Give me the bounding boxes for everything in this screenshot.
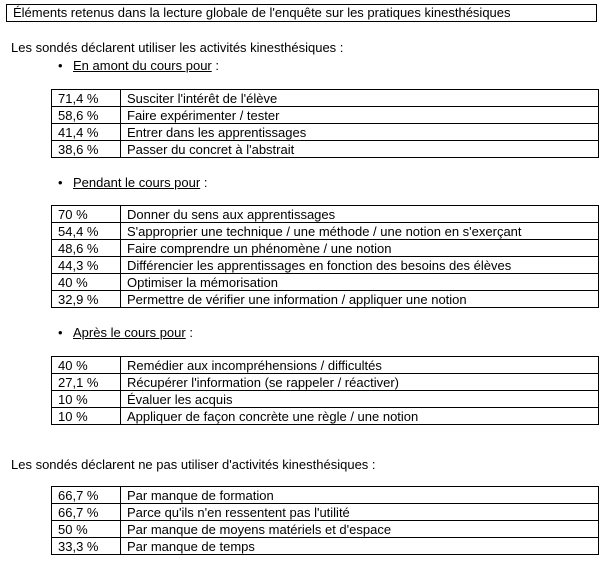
nonuse-intro: Les sondés déclarent ne pas utiliser d'activités kinesthésiques : (11, 457, 376, 472)
table-row: 50 % Par manque de moyens matériels et d'espace (52, 521, 599, 538)
table-row: 58,6 % Faire expérimenter / tester (52, 107, 599, 124)
use-intro: Les sondés déclarent utiliser les activités kinesthésiques : (11, 40, 344, 55)
table-row: 10 % Évaluer les acquis (52, 391, 599, 408)
table-row: 40 % Optimiser la mémorisation (52, 274, 599, 291)
section-heading-during: • Pendant le cours pour : (58, 175, 208, 190)
section-heading-before: • En amont du cours pour : (58, 58, 219, 73)
table-row: 66,7 % Par manque de formation (52, 487, 599, 504)
table-before-course (51, 89, 599, 158)
section-heading-after: • Après le cours pour : (58, 325, 193, 340)
table-row: 44,3 % Différencier les apprentissages en fonction des besoins des élèves (52, 257, 599, 274)
table-row: 33,3 % Par manque de temps (52, 538, 599, 555)
table-nonuse-reasons (51, 486, 599, 555)
table-after-course (51, 356, 599, 425)
bullet-icon: • (58, 58, 63, 73)
table-row: 27,1 % Récupérer l'information (se rappeler / réactiver) (52, 374, 599, 391)
table-during-course (51, 205, 599, 308)
table-row: 70 % Donner du sens aux apprentissages (52, 206, 599, 223)
document-title: Éléments retenus dans la lecture globale de l'enquête sur les pratiques kinesthésiques (6, 4, 597, 22)
table-row: 71,4 % Susciter l'intérêt de l'élève (52, 90, 599, 107)
table-row: 10 % Appliquer de façon concrète une règle / une notion (52, 408, 599, 425)
table-row: 41,4 % Entrer dans les apprentissages (52, 124, 599, 141)
bullet-icon: • (58, 175, 63, 190)
table-row: 32,9 % Permettre de vérifier une information / appliquer une notion (52, 291, 599, 308)
table-row: 48,6 % Faire comprendre un phénomène / une notion (52, 240, 599, 257)
bullet-icon: • (58, 325, 63, 340)
table-row: 38,6 % Passer du concret à l'abstrait (52, 141, 599, 158)
table-row: 66,7 % Parce qu'ils n'en ressentent pas l'utilité (52, 504, 599, 521)
table-row: 54,4 % S'approprier une technique / une méthode / une notion en s'exerçant (52, 223, 599, 240)
table-row: 40 % Remédier aux incompréhensions / difficultés (52, 357, 599, 374)
